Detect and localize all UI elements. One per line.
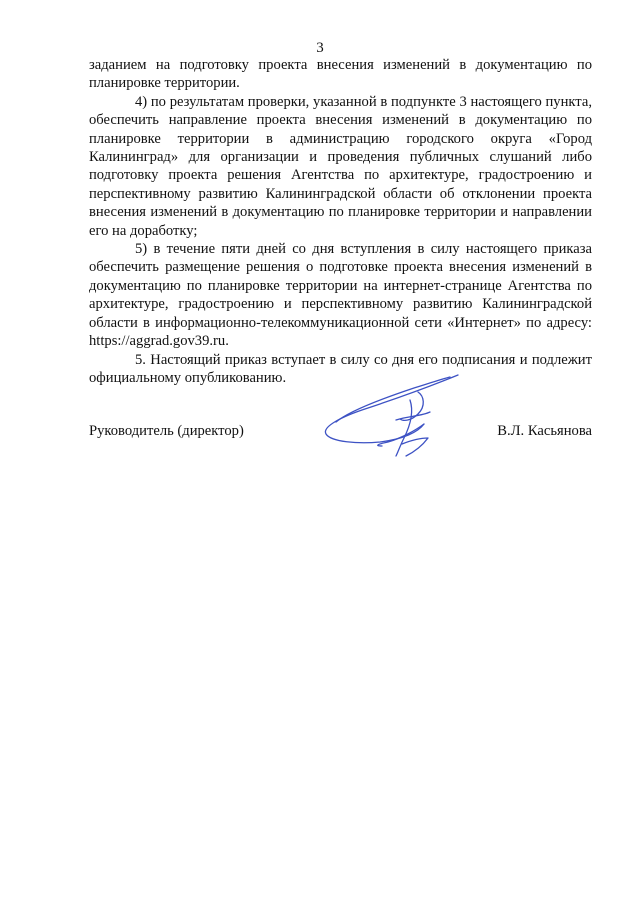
document-body — [89, 56, 592, 387]
paragraph-item-5: 5) в течение пяти дней со дня вступления в силу настоящего приказа обеспечить размещение решения о подготовке проекта внесения изменений в документацию по планировке территории на интернет-странице Агентства по архитектуре, градостроению и перспективному развитию Калининградской области в информационно-телекоммуникационной сети «Интернет» по адресу: https://aggrad.gov39.ru. — [89, 241, 592, 350]
page-number: 3 — [316, 40, 324, 56]
signature-stroke — [378, 424, 424, 446]
signature-stroke — [325, 375, 458, 443]
signature-stroke — [396, 412, 430, 420]
paragraph-continuation: заданием на подготовку проекта внесения изменений в документацию по планировке территории. — [89, 57, 592, 92]
handwritten-signature — [318, 372, 468, 462]
signer-name: В.Л. Касьянова — [497, 423, 592, 439]
signature-stroke — [402, 438, 428, 456]
signature-stroke — [396, 400, 412, 456]
paragraph-item-4: 4) по результатам проверки, указанной в подпункте 3 настоящего пункта, обеспечить направление проекта внесения изменений в документацию по планировке территории в администрацию городского округа «Город Калининград» для организации и проведения публичных слушаний либо подготовку проекта решения Агентства по архитектуре, градостроению и перспективному развитию Калининградской области об отклонении проекта внесения изменений в документацию по планировке территории и направлении его на доработку; — [89, 93, 592, 239]
signer-position: Руководитель (директор) — [89, 423, 244, 439]
paragraph-clause-5: 5. Настоящий приказ вступает в силу со дня его подписания и подлежит официальному опубликованию. — [89, 351, 592, 386]
